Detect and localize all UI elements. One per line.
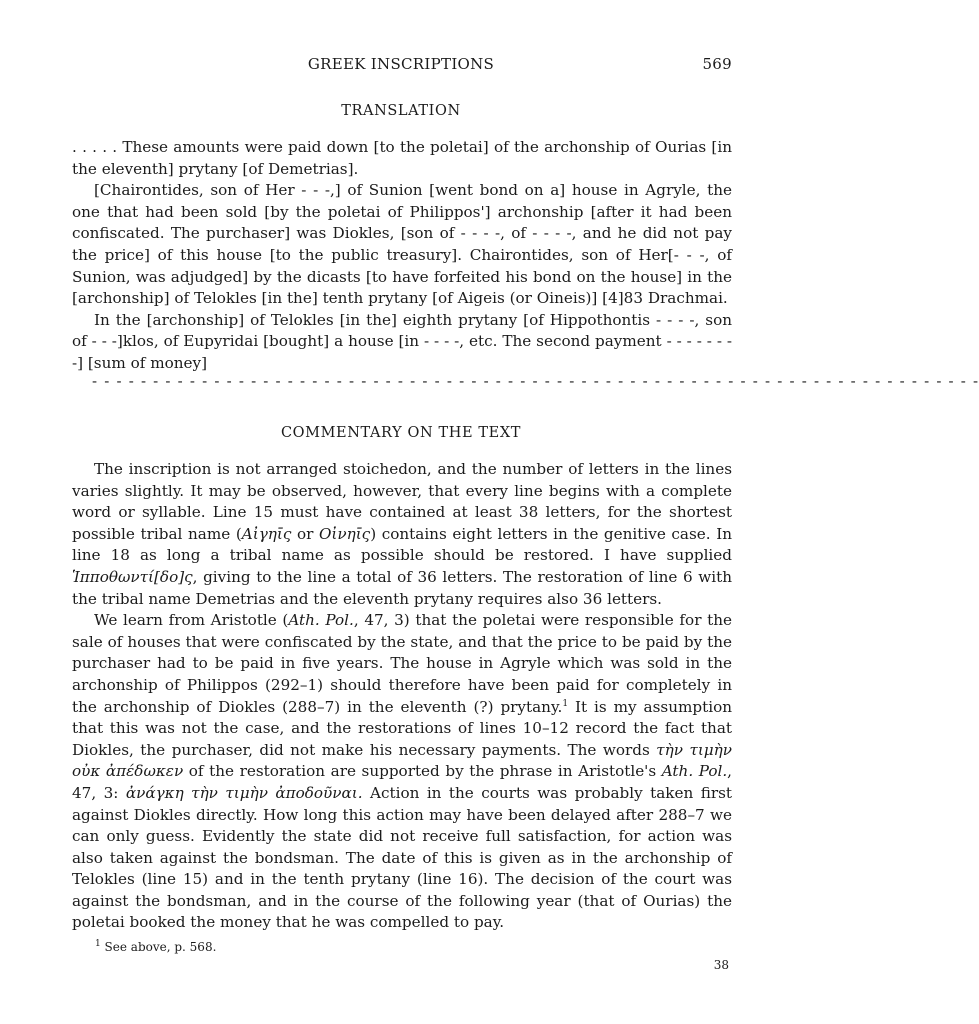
greek-phrase: ἀνάγκη τὴν τιμὴν ἀποδοῦναι.: [125, 783, 363, 802]
text-segment: , 47, 3) that the poletai were responsible for the sale of houses that were confiscated by the state, and that the price to be paid by the purchaser had to be paid in five years. The house in Agryle which was sold in the archonship of Philippos (292–1) should therefore have been paid for completely in the archonship of Diokles (288–7) in the eleventh (?) prytany.: [72, 611, 732, 716]
translation-heading: TRANSLATION: [341, 103, 461, 119]
text-segment: We learn from Aristotle (: [94, 611, 289, 630]
lacuna-dashes: - - - - - - - - - - - - - - - - - - - - - - - - - - - - - - - - - - - - - - - - - - - - - - - - - - - - - - - - - - - - - - - - - - - - - - - - -: [92, 372, 979, 390]
text-segment: Action in the courts was probably taken first against Diokles directly. How long this action may have been delayed after 288–7 we can only guess. Evidently the state did not receive full satisfaction, for action was also taken against the bondsman. The date of this is given as in the archonship of Telokles (line 15) and in the tenth prytany (line 16). The decision of the court was against the bondsman, and in the course of the following year (that of Ourias) the poletai booked the money that he was compelled to pay.: [72, 783, 732, 932]
greek-phrase: τὴν τιμὴν οὐκ ἀπέδωκεν: [72, 740, 732, 781]
translation-paragraph-1: . . . . . These amounts were paid down [to the poletai] of the archonship of Ourias [in the eleventh] prytany [of Demetrias].: [72, 138, 732, 178]
signature-mark: 38: [713, 958, 729, 972]
greek-term: Αἰγηῑς: [241, 524, 292, 543]
greek-term: Οἰνηῑς: [318, 524, 371, 543]
text-segment: It is my assumption that this was not the case, and the restorations of lines 10–12 record the fact that Diokles, the purchaser, did not make his necessary payments. The words: [72, 697, 732, 759]
text-segment: , giving to the line a total of 36 letters. The restoration of line 6 with the tribal name Demetrias and the eleventh prytany requires also 36 letters.: [72, 567, 732, 608]
text-segment: or: [291, 524, 319, 543]
translation-paragraph-3: In the [archonship] of Telokles [in the] eighth prytany [of Hippothontis - - - -, son of - - -]klos, of Eupyridai [bought] a house [in - - - -, etc. The second payment - - - - - - - -] [sum of money]: [72, 310, 732, 372]
greek-term: Ἱπποθωντί[δο]ς: [72, 567, 193, 586]
running-head-title: GREEK INSCRIPTIONS: [307, 55, 495, 73]
page-number: 569: [702, 55, 732, 73]
commentary-paragraph-2: [72, 610, 732, 934]
translation-paragraph-2: [Chairontides, son of Her - - -,] of Sunion [went bond on a] house in Agryle, the one that had been sold [by the poletai of Philippos'] archonship [after it had been confiscated. The purchaser] was Diokles, [son of - - - -, of - - - -, and he did not pay the price] of this house [to the public treasury]. Chairontides, son of Her[- - -, of Sunion, was adjudged] by the dicasts [to have forfeited his bond on the house] in the [archonship] of Telokles [in the] tenth prytany [of Aigeis (or Oineis)] [4]83 Drachmai.: [72, 181, 732, 308]
footnote-ref[interactable]: 1: [562, 698, 569, 709]
footnote: [95, 940, 216, 954]
footnote-marker: 1: [95, 939, 101, 949]
text-segment: , 47, 3:: [72, 762, 732, 802]
commentary-body: [72, 459, 732, 934]
text-segment: The inscription is not arranged stoichedon, and the number of letters in the lines varies slightly. It may be observed, however, that every line begins with a complete word or syllable. Line 15 must have contained at least 38 letters, for the shortest possible tribal name (: [72, 460, 732, 543]
translation-body: [72, 137, 732, 375]
commentary-paragraph-1: [72, 459, 732, 610]
running-head: [70, 55, 732, 77]
commentary-heading: COMMENTARY ON THE TEXT: [280, 425, 522, 441]
text-segment: of the restoration are supported by the phrase in Aristotle's: [183, 762, 662, 781]
citation-title: Ath. Pol.: [661, 762, 728, 781]
text-segment: ) contains eight letters in the genitive case. In line 18 as long a tribal name as possible should be restored. I have supplied: [72, 524, 733, 565]
footnote-text: See above, p. 568.: [100, 940, 217, 954]
citation-title: Ath. Pol.: [288, 611, 354, 630]
